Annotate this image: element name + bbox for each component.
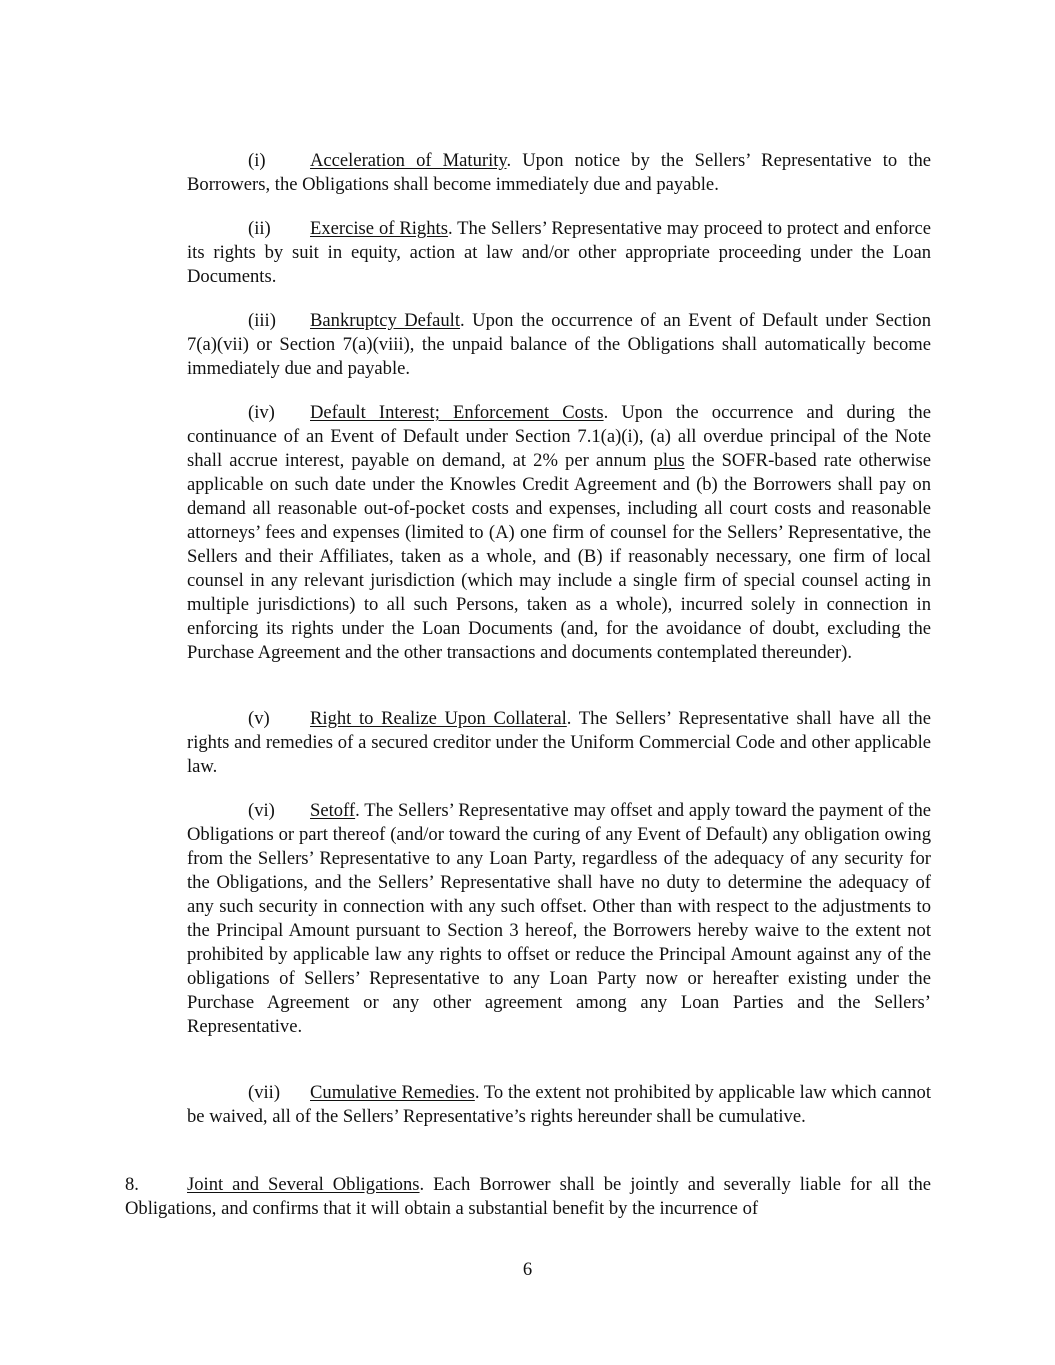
section-8-joint-and-several [125,1173,931,1221]
paragraph-body: . The Sellers’ Representative may offset and apply toward the payment of the Obligations or part thereof (and/or toward the curing of any Event of Default) any obligation owing from the Sellers’ Representative to any Loan Party, regardless of the adequacy of any security for the Obligations, and the Sellers’ Representative shall have no duty to determine the adequacy of any such security in connection with any such offset. Other than with respect to the adjustments to the Principal Amount pursuant to Section 3 hereof, the Borrowers hereby waive to the extent not prohibited by applicable law any rights to offset or reduce the Principal Amount against any of the obligations of Sellers’ Representative to any Loan Party now or hereafter existing under the Purchase Agreement or any other agreement among any Loan Parties and the Sellers’ Representative. [187,800,931,1037]
paragraph-exercise-of-rights [187,217,931,289]
section-number: 8. [125,1174,139,1195]
paragraph-heading: Cumulative Remedies [310,1082,475,1103]
paragraph-body-after: the SOFR-based rate otherwise applicable on such date under the Knowles Credit Agreement and (b) the Borrowers shall pay on demand all reasonable out-of-pocket costs and expenses, including all court costs and reasonable attorneys’ fees and expenses (limited to (A) one firm of counsel for the Sellers’ Representative, the Sellers and their Affiliates, taken as a whole, and (B) if reasonably necessary, one firm of local counsel in any relevant jurisdiction (which may include a single firm of special counsel acting in multiple jurisdictions) to all such Persons, taken as a whole), incurred solely in connection in enforcing its rights under the Loan Documents (and, for the avoidance of doubt, excluding the Purchase Agreement and the other transactions and documents contemplated thereunder). [187,450,931,663]
paragraph-heading: Right to Realize Upon Collateral [310,708,567,729]
page-number: 6 [522,1259,533,1280]
plus-emphasis: plus [653,450,685,471]
paragraph-body: . The Sellers’ Representative shall have all the rights and remedies of a secured creditor under the Uniform Commercial Code and other applicable law. [187,708,931,777]
paragraph-body: . Upon the occurrence of an Event of Default under Section 7(a)(vii) or Section 7(a)(viii), the unpaid balance of the Obligations shall automatically become immediately due and payable. [187,310,932,379]
paragraph-default-interest [187,401,931,665]
paragraph-body-before: . Upon the occurrence and during the continuance of an Event of Default under Section 7.1(a)(i), (a) all overdue principal of the Note shall accrue interest, payable on demand, at 2% per annum [187,402,931,471]
paragraph-heading: Bankruptcy Default [310,310,461,331]
paragraph-body: . Upon notice by the Sellers’ Representative to the Borrowers, the Obligations shall become immediately due and payable. [187,150,932,195]
paragraph-number: (i) [248,150,266,171]
paragraph-right-to-realize [187,707,931,779]
paragraph-number: (iv) [248,402,275,423]
paragraph-heading: Default Interest; Enforcement Costs [310,402,604,423]
section-heading: Joint and Several Obligations [187,1174,420,1195]
paragraph-body: . The Sellers’ Representative may proceed to protect and enforce its rights by suit in equity, action at law and/or other appropriate proceeding under the Loan Documents. [187,218,931,287]
paragraph-number: (v) [248,708,270,729]
section-body: . Each Borrower shall be jointly and severally liable for all the Obligations, and confirms that it will obtain a substantial benefit by the incurrence of [125,1174,932,1219]
paragraph-bankruptcy-default [187,309,931,381]
paragraph-acceleration-of-maturity [187,149,931,197]
paragraph-cumulative-remedies [187,1081,931,1129]
paragraph-number: (iii) [248,310,276,331]
paragraph-body: . To the extent not prohibited by applicable law which cannot be waived, all of the Sellers’ Representative’s rights hereunder shall be cumulative. [187,1082,931,1127]
paragraph-setoff [187,799,931,1039]
paragraph-heading: Exercise of Rights [310,218,448,239]
paragraph-heading: Setoff [310,800,356,821]
paragraph-number: (ii) [248,218,271,239]
paragraph-heading: Acceleration of Maturity [310,150,507,171]
paragraph-number: (vi) [248,800,275,821]
paragraph-number: (vii) [248,1082,281,1103]
